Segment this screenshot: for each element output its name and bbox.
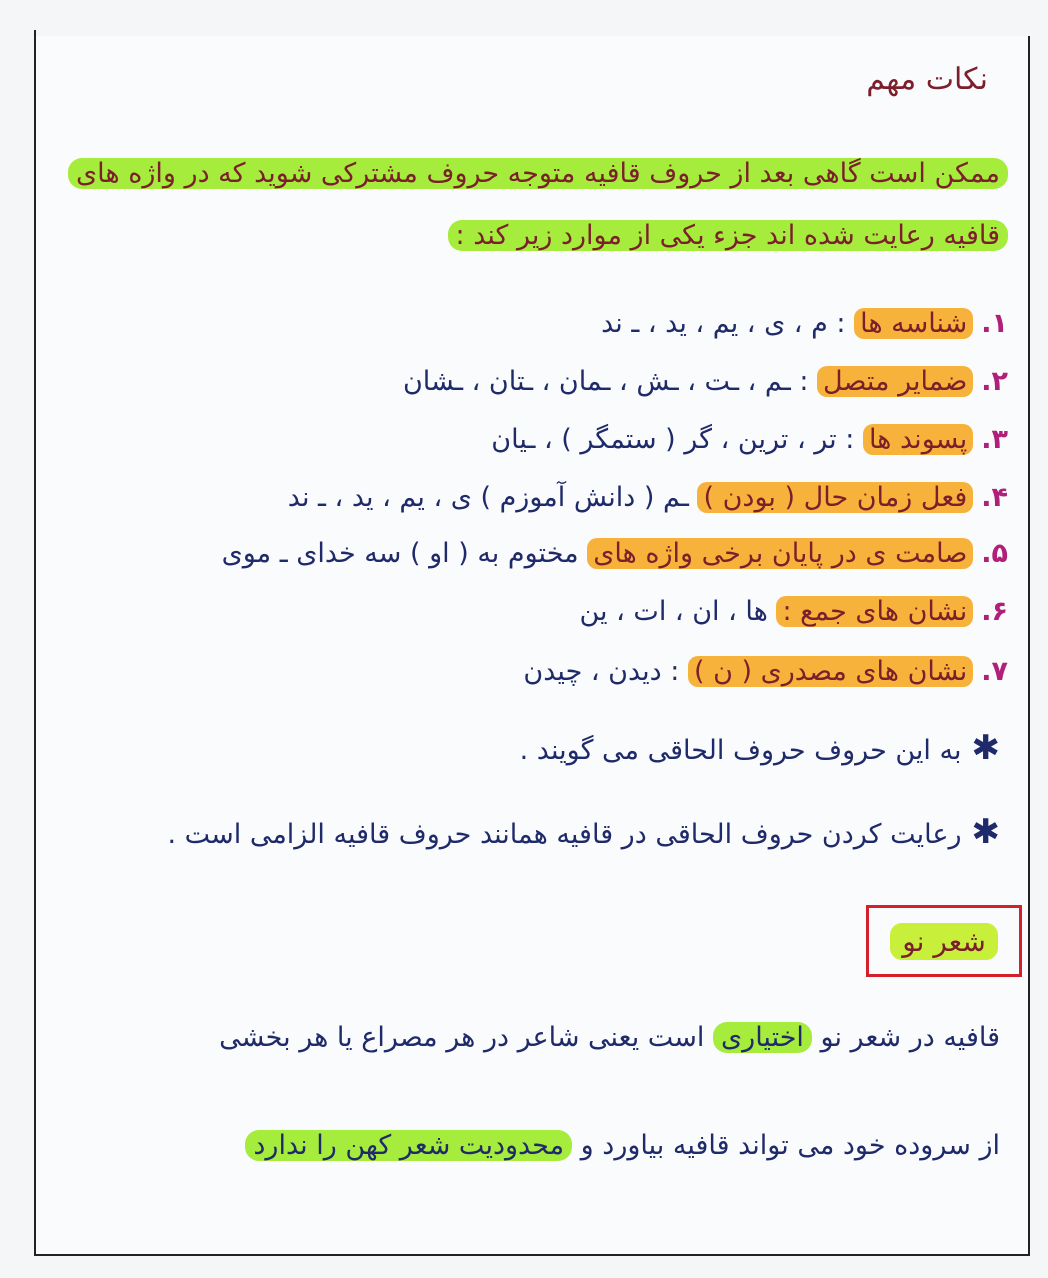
item-label: نشان های مصدری ( ن ) <box>688 656 973 687</box>
item-number: ۵. <box>981 538 1008 569</box>
item-label: صامت ی در پایان برخی واژه های <box>587 538 973 569</box>
list-item-7 <box>523 656 1008 687</box>
list-item-6 <box>579 596 1008 627</box>
paragraph-highlight: اختیاری <box>713 1022 812 1053</box>
item-text: : م ، ی ، یم ، ید ، ـ ند <box>601 308 846 339</box>
note-1 <box>520 728 1000 768</box>
item-number: ۷. <box>981 656 1008 687</box>
item-label: ضمایر متصل <box>817 366 973 397</box>
item-text: : ـم ، ـت ، ـش ، ـمان ، ـتان ، ـشان <box>402 366 809 397</box>
paragraph-text: قافیه در شعر نو <box>820 1022 1000 1053</box>
section-title: شعر نو <box>890 923 998 960</box>
intro-text-2: قافیه رعایت شده اند جزء یکی از موارد زیر کند : <box>448 220 1008 251</box>
paragraph-line-2 <box>245 1130 1000 1161</box>
intro-line-2 <box>448 220 1008 251</box>
list-item-3 <box>491 424 1008 455</box>
item-number: ۳. <box>981 424 1008 455</box>
asterisk-icon: ✱ <box>971 728 1000 768</box>
item-text: ها ، ان ، ات ، ین <box>579 596 768 627</box>
item-label: نشان های جمع : <box>776 596 973 627</box>
intro-line-1 <box>68 158 1008 189</box>
item-label: شناسه ها <box>854 308 973 339</box>
note-2 <box>167 812 1000 852</box>
list-item-5 <box>222 538 1008 569</box>
list-item-1 <box>601 308 1008 339</box>
item-number: ۱. <box>981 308 1008 339</box>
paragraph-text: از سروده خود می تواند قافیه بیاورد و <box>580 1130 1000 1161</box>
item-text: : تر ، ترین ، گر ( ستمگر ) ، ـیان <box>491 424 855 455</box>
page-title <box>866 62 988 97</box>
item-text: مختوم به ( او ) سه خدای ـ موی <box>221 538 579 569</box>
paragraph-highlight: محدودیت شعر کهن را ندارد <box>245 1130 572 1161</box>
item-number: ۶. <box>981 596 1008 627</box>
heading-text: نکات مهم <box>866 62 988 97</box>
item-text: : دیدن ، چیدن <box>523 656 680 687</box>
item-text: ـم ( دانش آموزم ) ی ، یم ، ید ، ـ ند <box>287 482 689 513</box>
intro-text-1: ممکن است گاهی بعد از حروف قافیه متوجه حروف مشترکی شوید که در واژه های <box>68 158 1008 189</box>
item-label: پسوند ها <box>863 424 973 455</box>
list-item-2 <box>403 366 1008 397</box>
section-title-box <box>866 905 1022 977</box>
notebook-page <box>34 36 1030 1256</box>
paragraph-line-1 <box>219 1022 1000 1053</box>
paragraph-text: است یعنی شاعر در هر مصراع یا هر بخشی <box>219 1022 705 1053</box>
item-number: ۴. <box>981 482 1008 513</box>
note-text: رعایت کردن حروف الحاقی در قافیه همانند حروف قافیه الزامی است . <box>167 819 962 850</box>
list-item-4 <box>288 482 1008 513</box>
item-label: فعل زمان حال ( بودن ) <box>697 482 973 513</box>
asterisk-icon: ✱ <box>971 812 1000 852</box>
item-number: ۲. <box>981 366 1008 397</box>
note-text: به این حروف حروف الحاقی می گویند . <box>519 735 962 766</box>
